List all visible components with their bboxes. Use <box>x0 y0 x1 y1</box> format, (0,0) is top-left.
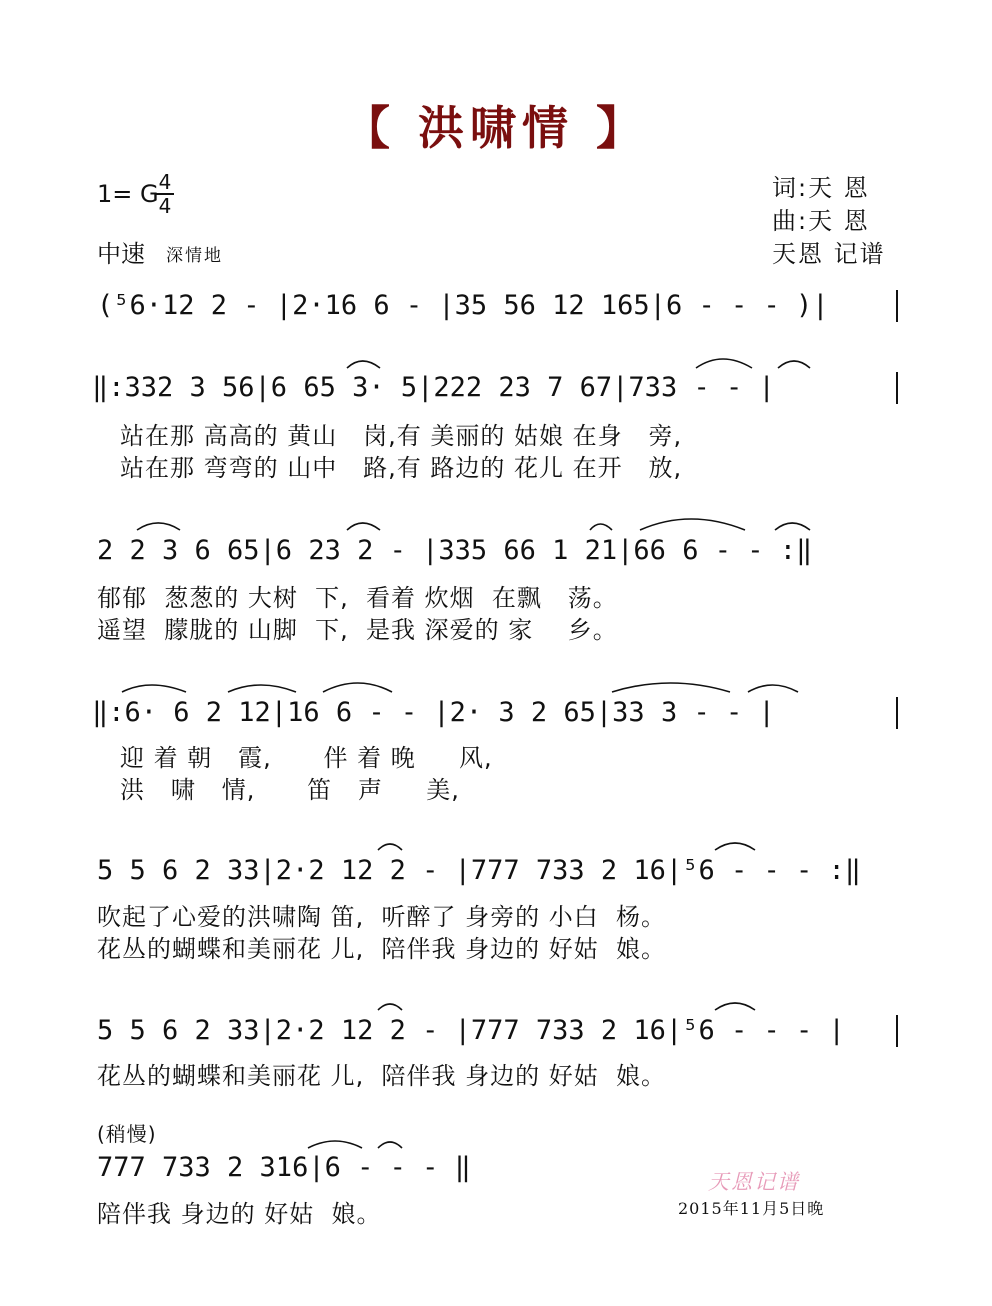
slur <box>378 1142 402 1148</box>
slurs <box>122 359 810 1148</box>
composer-credit: 曲:天 恩 <box>772 207 870 235</box>
transcription-date: 2015年11月5日晚 <box>678 1199 825 1218</box>
slur <box>715 843 755 850</box>
slur <box>323 683 392 692</box>
slur <box>347 361 380 368</box>
score-row-7-lyric: 陪伴我 身边的 好姑 娘。 <box>97 1200 382 1228</box>
slur <box>347 523 380 530</box>
slur <box>775 523 810 530</box>
score-row-2-lyric-verse-1: 站在那 高高的 黄山 岗,有 美丽的 姑娘 在身 旁, <box>120 422 683 450</box>
transcriber-credit: 天恩 记谱 <box>772 240 886 268</box>
score-row-5-notes: 5 5 6 2 33|2·2 12 2 - |777 733 2 16|⁵6 - - - :‖ <box>97 855 862 886</box>
key-signature: 1= G <box>97 180 159 208</box>
tempo-change-marking: (稍慢) <box>97 1122 157 1146</box>
score-row-1-notes: (⁵6·12 2 - |2·16 6 - |35 56 12 165|6 - - - )| <box>97 290 829 321</box>
slur <box>378 844 402 850</box>
slur <box>612 683 730 692</box>
slur <box>308 1141 362 1148</box>
tempo-marking: 中速 <box>97 240 145 268</box>
slur <box>715 1003 755 1010</box>
slur <box>778 361 810 368</box>
slur <box>137 523 180 530</box>
time-signature-top: 4 <box>158 170 172 194</box>
slur <box>228 685 296 692</box>
score-row-2-lyric-verse-2: 站在那 弯弯的 山中 路,有 路边的 花儿 在开 放, <box>120 454 683 482</box>
score-row-7-notes: 777 733 2 316|6 - - - ‖ <box>97 1152 471 1183</box>
slur <box>122 685 186 692</box>
score-row-5-lyric-verse-1: 吹起了心爱的洪啸陶 笛, 听醉了 身旁的 小白 杨。 <box>97 903 667 931</box>
score-row-4-notes: ‖:6· 6 2 12|16 6 - - |2· 3 2 65|33 3 - - | <box>92 697 775 728</box>
score-row-5-lyric-verse-2: 花丛的蝴蝶和美丽花 儿, 陪伴我 身边的 好姑 娘。 <box>97 935 667 963</box>
score-row-4-lyric-verse-1: 迎 着 朝 霞, 伴 着 晚 风, <box>120 744 493 772</box>
slur <box>378 1004 402 1010</box>
slur <box>590 524 612 530</box>
slur <box>696 359 752 368</box>
time-signature-bottom: 4 <box>158 194 172 218</box>
score-row-6-lyric: 花丛的蝴蝶和美丽花 儿, 陪伴我 身边的 好姑 娘。 <box>97 1062 667 1090</box>
score-row-2-notes: ‖:332 3 56|6 65 3· 5|222 23 7 67|733 - - | <box>92 372 775 403</box>
lyricist-credit: 词:天 恩 <box>772 174 870 202</box>
transcriber-signature: 天恩记谱 <box>708 1170 800 1194</box>
score-row-4-lyric-verse-2: 洪 啸 情, 笛 声 美, <box>120 776 460 804</box>
slur <box>640 519 745 530</box>
score-row-3-notes: 2 2 3 6 65|6 23 2 - |335 66 1 21|66 6 - - :‖ <box>97 535 813 566</box>
expression-marking: 深情地 <box>166 246 223 266</box>
score-row-6-notes: 5 5 6 2 33|2·2 12 2 - |777 733 2 16|⁵6 - - - | <box>97 1015 845 1046</box>
score-row-3-lyric-verse-2: 遥望 朦胧的 山脚 下, 是我 深爱的 家 乡。 <box>97 616 618 644</box>
song-title: 【 洪啸情 】 <box>343 101 649 155</box>
score-row-3-lyric-verse-1: 郁郁 葱葱的 大树 下, 看着 炊烟 在飘 荡。 <box>97 584 618 612</box>
slur <box>748 685 798 692</box>
